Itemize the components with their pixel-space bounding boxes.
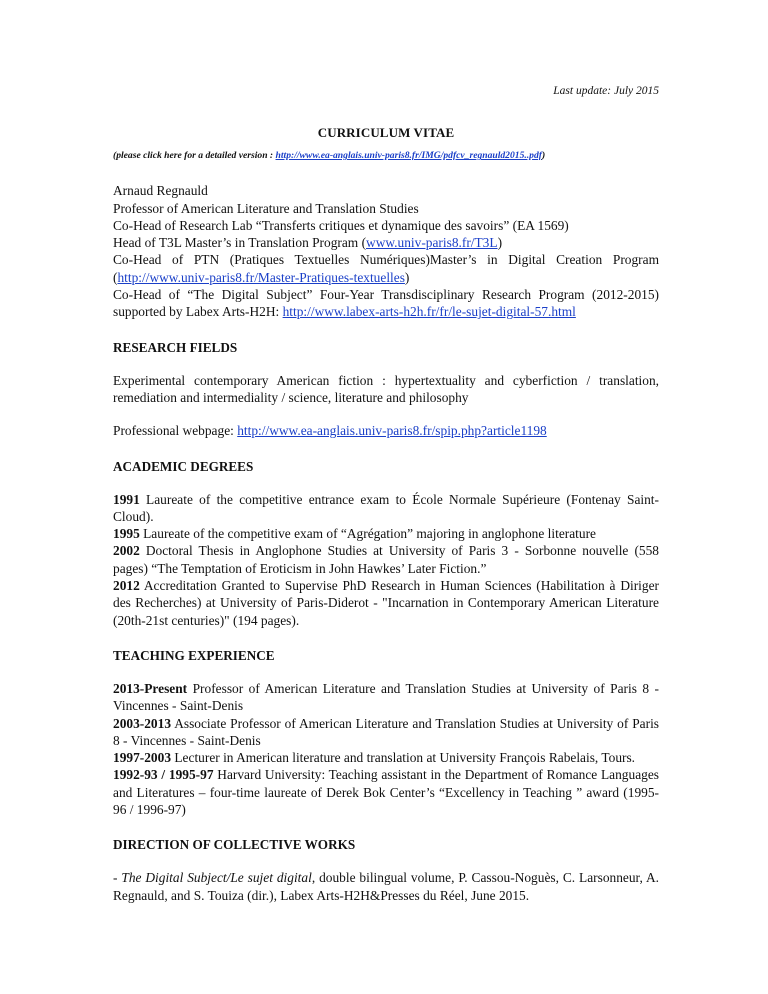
teaching-experience-heading: TEACHING EXPERIENCE xyxy=(113,647,275,663)
last-update: Last update: July 2015 xyxy=(553,85,659,97)
degree-text: Laureate of the competitive exam of “Agrégation” majoring in anglophone literature xyxy=(139,526,596,542)
labex-link[interactable]: http://www.labex-arts-h2h.fr/fr/le-sujet-digital-57.html xyxy=(282,304,576,320)
role-ptn-suffix: ) xyxy=(404,269,410,285)
degree-year: 2012 xyxy=(113,578,140,594)
degree-year: 1991 xyxy=(113,491,140,507)
degree-text: Doctoral Thesis in Anglophone Studies at University of Paris 3 - Sorbonne nouvelle (558 pages) “The Temptation of Eroticism in John Hawkes’ Later Fiction.” xyxy=(113,543,659,576)
t3l-link[interactable]: www.univ-paris8.fr/T3L xyxy=(366,235,498,251)
teaching-years: 1992-93 / 1995-97 xyxy=(113,767,214,783)
cv-page xyxy=(113,80,659,904)
ptn-link[interactable]: http://www.univ-paris8.fr/Master-Pratiques-textuelles xyxy=(117,269,405,285)
teaching-list xyxy=(113,680,659,818)
collective-work-item xyxy=(113,869,659,904)
academic-degrees-heading: ACADEMIC DEGREES xyxy=(113,458,254,474)
teaching-text: Professor of American Literature and Translation Studies at University of Paris 8 - Vincennes - Saint-Denis xyxy=(113,680,659,714)
role-digital-subject-prefix: Co-Head of “The Digital Subject” Four-Year Transdisciplinary Research Program (2012-2015) supported by Labex Arts-H2H: xyxy=(113,287,659,320)
detailed-note-suffix: ) xyxy=(541,150,546,162)
teaching-entry xyxy=(113,766,659,818)
teaching-text: Harvard University: Teaching assistant in the Department of Romance Languages and Literatures – four-time laureate of Derek Bok Center’s “Excellency in Teaching ” award (1995-96 / 1996-97) xyxy=(113,767,659,818)
collective-item-title: The Digital Subject/Le sujet digital xyxy=(121,870,312,886)
research-fields-text: Experimental contemporary American fiction : hypertextuality and cyberfiction / translation, remediation and intermediality / science, literature and philosophy xyxy=(113,372,659,405)
degree-entry xyxy=(113,542,659,577)
teaching-years: 2013-Present xyxy=(113,680,188,696)
teaching-entry xyxy=(113,680,659,715)
webpage-label: Professional webpage: xyxy=(113,423,238,439)
role-t3l-master xyxy=(113,234,659,251)
webpage-link[interactable]: http://www.ea-anglais.univ-paris8.fr/spip.php?article1198 xyxy=(237,423,547,439)
degree-entry xyxy=(113,491,659,526)
page-title: CURRICULUM VITAE xyxy=(317,125,455,140)
professional-webpage xyxy=(113,422,659,439)
teaching-entry xyxy=(113,749,659,766)
role-digital-subject xyxy=(113,286,659,321)
degree-year: 2002 xyxy=(113,543,140,559)
teaching-text: Lecturer in American literature and translation at University François Rabelais, Tours. xyxy=(171,750,636,766)
author-name: Arnaud Regnauld xyxy=(113,183,208,199)
detailed-version-link[interactable]: http://www.ea-anglais.univ-paris8.fr/IMG/pdfcv_regnauld2015..pdf xyxy=(275,150,542,162)
detailed-note-prefix: (please click here for a detailed version : xyxy=(113,150,276,162)
detailed-version-note xyxy=(113,150,659,162)
collective-item-prefix: - xyxy=(113,870,122,886)
degree-text: Laureate of the competitive entrance exam to École Normale Supérieure (Fontenay Saint-Cloud). xyxy=(113,491,659,524)
collective-item-rest: , double bilingual volume, P. Cassou-Noguès, C. Larsonneur, A. Regnauld, and S. Touiza (dir.), Labex Arts-H2H&Presses du Réel, June 2015. xyxy=(113,870,660,903)
teaching-entry xyxy=(113,715,659,750)
research-fields-heading: RESEARCH FIELDS xyxy=(113,339,238,355)
degrees-list xyxy=(113,491,659,629)
teaching-text: Associate Professor of American Literature and Translation Studies at University of Paris 8 - Vincennes - Saint-Denis xyxy=(113,715,659,748)
teaching-years: 2003-2013 xyxy=(113,715,172,731)
collective-works-heading: DIRECTION OF COLLECTIVE WORKS xyxy=(113,837,356,853)
identity-block xyxy=(113,182,659,320)
role-research-lab: Co-Head of Research Lab “Transferts critiques et dynamique des savoirs” (EA 1569) xyxy=(113,217,569,233)
role-professor: Professor of American Literature and Translation Studies xyxy=(113,200,419,216)
role-t3l-prefix: Head of T3L Master’s in Translation Program ( xyxy=(113,235,367,251)
role-t3l-suffix: ) xyxy=(497,235,503,251)
role-ptn-prefix: Co-Head of PTN (Pratiques Textuelles Numériques)Master’s in Digital Creation Program ( xyxy=(113,252,659,285)
degree-text: Accreditation Granted to Supervise PhD Research in Human Sciences (Habilitation à Diriger des Recherches) at University of Paris-Diderot - "Incarnation in Contemporary American Literature (20th-21st centuries)" (194 pages). xyxy=(113,578,659,628)
degree-year: 1995 xyxy=(113,526,140,542)
teaching-years: 1997-2003 xyxy=(113,750,172,766)
degree-entry xyxy=(113,525,659,542)
role-ptn-master xyxy=(113,251,659,286)
degree-entry xyxy=(113,577,659,629)
